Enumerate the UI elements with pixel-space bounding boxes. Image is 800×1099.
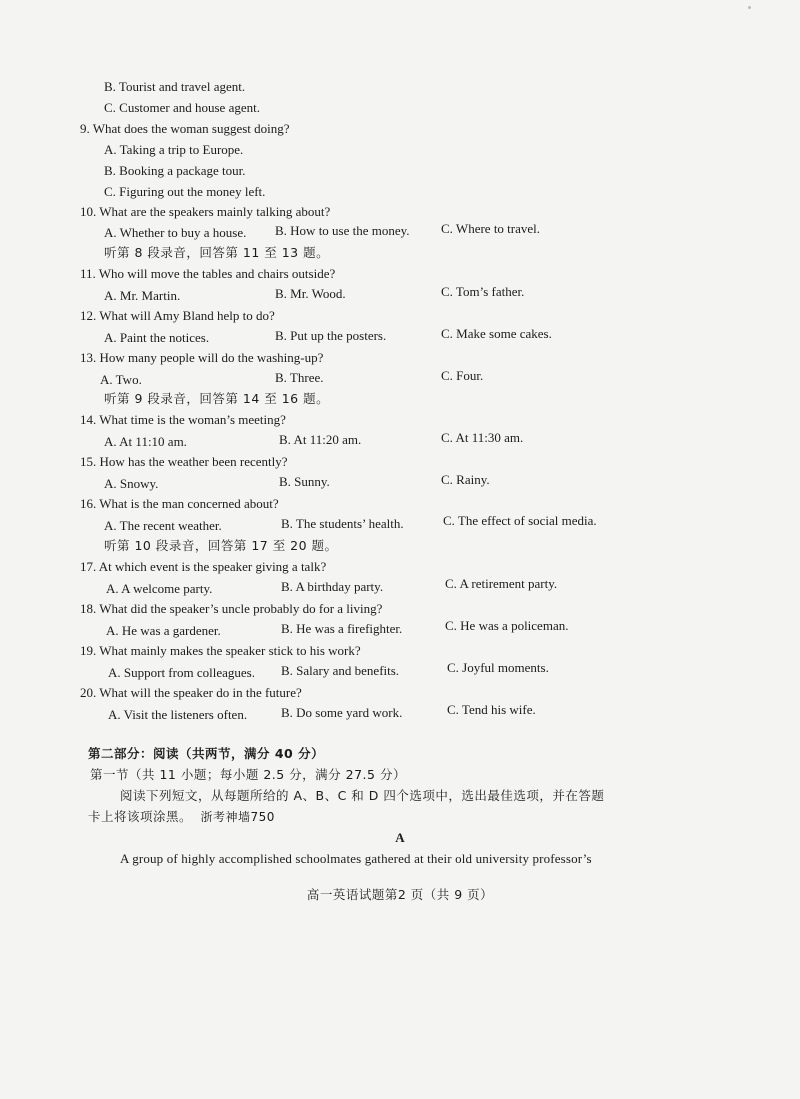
instruction-line (88, 809, 275, 825)
option-b: B. Mr. Wood. (275, 286, 346, 301)
option-text: C. Customer and house agent. (104, 100, 260, 115)
option-b: B. How to use the money. (275, 223, 410, 238)
question-17: 17. At which event is the speaker giving a talk? (80, 559, 327, 574)
option-a: A. At 11:10 am. (104, 434, 187, 449)
option-c: C. Joyful moments. (447, 660, 549, 675)
option-b: B. A birthday party. (281, 579, 384, 594)
part-two-heading: 第二部分：阅读（共两节，满分 40 分） (88, 746, 325, 761)
option-a: A. Mr. Martin. (104, 288, 181, 303)
option-a: A. He was a gardener. (106, 623, 221, 638)
passage-first-line: A group of highly accomplished schoolmates gathered at their old university professor’s (120, 851, 592, 866)
option-text: B. Booking a package tour. (104, 163, 246, 178)
option-a: A. Two. (100, 372, 142, 387)
section-instruction: 听第 8 段录音，回答第 11 至 13 题。 (104, 245, 330, 260)
option-c: C. Four. (441, 368, 484, 383)
question-16: 16. What is the man concerned about? (80, 496, 279, 511)
option-c: C. At 11:30 am. (441, 430, 524, 445)
option-b: B. Put up the posters. (275, 328, 387, 343)
section-one-heading: 第一节（共 11 小题；每小题 2.5 分，满分 27.5 分） (90, 767, 406, 782)
option-c: C. He was a policeman. (445, 618, 569, 633)
question-11: 11. Who will move the tables and chairs outside? (80, 266, 336, 281)
option-c: C. Tom’s father. (441, 284, 525, 299)
option-b: B. He was a firefighter. (281, 621, 403, 636)
option-text: C. Figuring out the money left. (104, 184, 266, 199)
question-12: 12. What will Amy Bland help to do? (80, 308, 275, 323)
option-b: B. Sunny. (279, 474, 330, 489)
option-c: C. A retirement party. (445, 576, 558, 591)
option-b: B. At 11:20 am. (279, 432, 362, 447)
option-a: A. Snowy. (104, 476, 159, 491)
question-9: 9. What does the woman suggest doing? (80, 121, 290, 136)
question-20: 20. What will the speaker do in the future? (80, 685, 302, 700)
option-c: C. The effect of social media. (443, 513, 597, 528)
option-c: C. Make some cakes. (441, 326, 552, 341)
option-c: C. Tend his wife. (447, 702, 536, 717)
option-a: A. A welcome party. (106, 581, 213, 596)
question-13: 13. How many people will do the washing-up? (80, 350, 324, 365)
passage-title: A (395, 830, 405, 845)
option-b: B. Do some yard work. (281, 705, 403, 720)
option-b: B. Salary and benefits. (281, 663, 400, 678)
option-c: C. Where to travel. (441, 221, 541, 236)
option-b: B. The students’ health. (281, 516, 404, 531)
instruction-text: 卡上将该项涂黑。 (88, 809, 193, 824)
option-text: B. Tourist and travel agent. (104, 79, 246, 94)
section-instruction: 听第 9 段录音，回答第 14 至 16 题。 (104, 391, 330, 406)
watermark-text: 浙考神墙750 (200, 810, 275, 824)
section-instruction: 听第 10 段录音，回答第 17 至 20 题。 (104, 538, 338, 553)
option-a: A. Paint the notices. (104, 330, 210, 345)
scan-speck (748, 6, 751, 9)
option-text: A. Taking a trip to Europe. (104, 142, 244, 157)
option-c: C. Rainy. (441, 472, 490, 487)
question-15: 15. How has the weather been recently? (80, 454, 288, 469)
question-14: 14. What time is the woman’s meeting? (80, 412, 286, 427)
instruction-line: 阅读下列短文，从每题所给的 A、B、C 和 D 四个选项中，选出最佳选项，并在答题 (120, 788, 605, 803)
option-a: A. The recent weather. (104, 518, 222, 533)
page-footer: 高一英语试题第2 页（共 9 页） (306, 887, 494, 902)
question-19: 19. What mainly makes the speaker stick to his work? (80, 643, 361, 658)
option-b: B. Three. (275, 370, 324, 385)
option-a: A. Visit the listeners often. (108, 707, 248, 722)
option-a: A. Whether to buy a house. (104, 225, 247, 240)
question-18: 18. What did the speaker’s uncle probably do for a living? (80, 601, 383, 616)
option-a: A. Support from colleagues. (108, 665, 255, 680)
question-10: 10. What are the speakers mainly talking about? (80, 204, 331, 219)
